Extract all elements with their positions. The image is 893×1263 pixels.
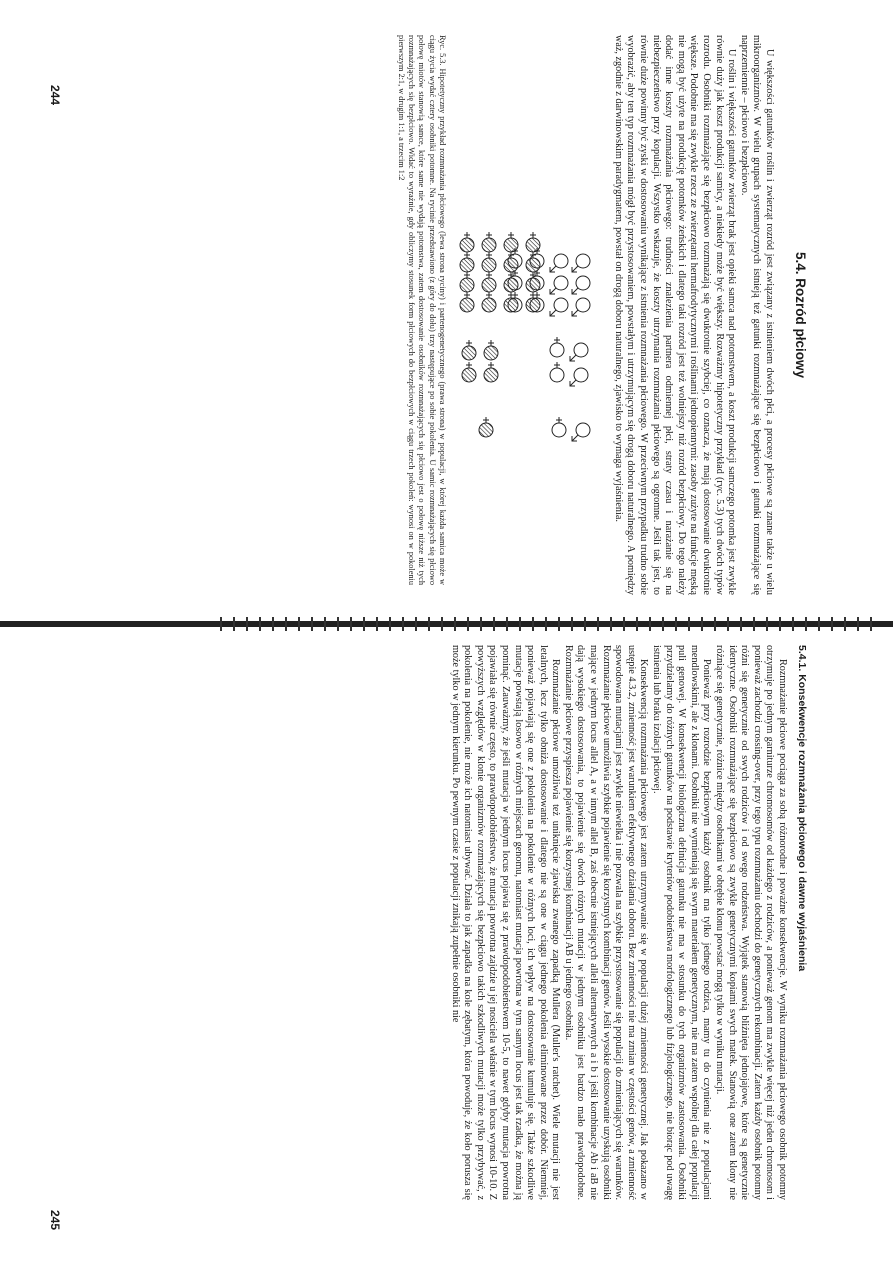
male-arrow-mark: [572, 288, 578, 294]
male-arrow-mark: [570, 355, 576, 361]
page-244: [28, 35, 808, 595]
male-arrow-mark: [572, 266, 578, 272]
male-arrow-mark: [550, 266, 556, 272]
divider-tick: [311, 617, 313, 631]
section-title: 5.4. Rozród płciowy: [793, 251, 808, 379]
divider-tick: [571, 617, 573, 631]
male-symbol: [574, 343, 588, 357]
female-cross-mark: [486, 292, 492, 298]
divider-tick: [480, 617, 482, 631]
divider-tick: [623, 617, 625, 631]
male-arrow-mark: [572, 310, 578, 316]
hatched-female-symbol: [526, 298, 540, 312]
figure-5-3: [451, 35, 601, 595]
hatched-female-symbol: [479, 423, 493, 437]
paragraph: Ponieważ przy rozrodzie bezpłciowym każdy osobnik ma tylko jednego rodzica, mamy tu do czynienia nie z populacjami mendlowskimi, ale z klonami. Osobniki nie wymieniają się swym materiałem genetycznym, nie ma zatem wspólnej dla całej populacji puli genowej. W konsekwencji biologiczna definicja gatunku nie ma w stosunku do tych organizmów zastosowania. Osobniki przydzielamy do różnych gatunków na podstawie kryteriów podobieństwa morfologicznego lub fizjologicznego, nie biorąc pod uwagę istnienia lub braku izolacji płciowej.: [651, 645, 713, 1200]
male-symbol: [576, 298, 590, 312]
female-cross-mark: [464, 292, 470, 298]
divider-tick: [493, 617, 495, 631]
female-cross-mark: [554, 337, 560, 343]
divider-tick: [701, 617, 703, 631]
sex-vs-parthenogenesis-diagram: [451, 35, 601, 595]
female-cross-mark: [508, 232, 514, 238]
divider-tick: [454, 617, 456, 631]
divider-tick: [350, 617, 352, 631]
male-arrow-mark: [550, 288, 556, 294]
hatched-female-symbol: [504, 298, 518, 312]
divider-tick: [675, 617, 677, 631]
male-arrow-mark: [550, 310, 556, 316]
hatched-female-symbol: [526, 258, 540, 272]
female-symbol: [550, 368, 564, 382]
divider-tick: [441, 617, 443, 631]
divider-tick: [649, 617, 651, 631]
divider-tick: [402, 617, 404, 631]
hatched-female-symbol: [460, 238, 474, 252]
divider-tick: [532, 617, 534, 631]
divider-tick: [857, 617, 859, 631]
hatched-female-symbol: [484, 368, 498, 382]
divider-tick: [298, 617, 300, 631]
divider-tick: [584, 617, 586, 631]
hatched-female-symbol: [460, 258, 474, 272]
hatched-female-symbol: [482, 238, 496, 252]
female-cross-mark: [556, 417, 562, 423]
hatched-female-symbol: [526, 238, 540, 252]
divider-tick: [792, 617, 794, 631]
divider-tick: [610, 617, 612, 631]
hatched-female-symbol: [482, 298, 496, 312]
divider-tick: [805, 617, 807, 631]
hatched-female-symbol: [482, 258, 496, 272]
divider-tick: [831, 617, 833, 631]
divider-tick: [363, 617, 365, 631]
female-cross-mark: [466, 340, 472, 346]
hatched-female-symbol: [482, 278, 496, 292]
divider-tick: [324, 617, 326, 631]
divider-tick: [870, 617, 872, 631]
female-cross-mark: [530, 232, 536, 238]
hatched-female-symbol: [484, 346, 498, 360]
divider-tick: [597, 617, 599, 631]
female-cross-mark: [530, 292, 536, 298]
male-symbol: [576, 423, 590, 437]
divider-tick: [545, 617, 547, 631]
subsection-title: 5.4.1. Konsekwencje rozmnażania płciowego i dawne wyjaśnienia: [796, 645, 808, 972]
male-arrow-mark: [570, 380, 576, 386]
hatched-female-symbol: [460, 298, 474, 312]
hatched-female-symbol: [526, 278, 540, 292]
divider-tick: [753, 617, 755, 631]
hatched-female-symbol: [504, 258, 518, 272]
male-symbol: [554, 254, 568, 268]
divider-tick: [636, 617, 638, 631]
page-divider: [0, 621, 893, 627]
hatched-female-symbol: [460, 278, 474, 292]
paragraph: U większości gatunków roślin i zwierząt rozród jest związany z istnieniem dwóch płci, a procesy płciowe są znane także u wielu mikroorganizmów. W wielu grupach systematycznych istnieją też gatunki rozmnażające się bezpłciowo i gatunki rozmnażające się naprzemiennie – płciowo i bezpłciowo.: [738, 35, 775, 595]
divider-tick: [467, 617, 469, 631]
divider-tick: [818, 617, 820, 631]
divider-tick: [727, 617, 729, 631]
female-cross-mark: [464, 252, 470, 258]
female-symbol: [552, 423, 566, 437]
divider-tick: [376, 617, 378, 631]
female-cross-mark: [486, 272, 492, 278]
page-number-244: 244: [48, 85, 62, 106]
male-symbol: [576, 276, 590, 290]
female-cross-mark: [466, 362, 472, 368]
paragraph: Konsekwencją rozmnażania płciowego jest zatem utrzymywanie się w populacji dużej zmienności genetycznej. Jak pokazano w ustępie 4.3.2, zmienność jest warunkiem efektywnego działania doboru. Bez zmienności nie ma zmian w częstości genów, a zmienność spowodowana mutacjami jest zwykle niewielka i nie pozwala na szybkie przystosowanie się populacji do zmieniających się warunków. Rozmnażanie płciowe umożliwia szybkie pojawienie się korzystnych kombinacji genów. Jeśli wysokie dostosowanie uzyskują osobniki mające w jednym locus allel A, a w innym allel B, zaś obecnie istniejących alleli alternatywnych a i b i jeśli kombinacje Ab i aB nie dają wysokiego dostosowania, to pojawienie się dwóch różnych mutacji w jednym osobniku jest bardzo mało prawdopodobne. Rozmnażanie płciowe przyspiesza pojawienie się korzystnej kombinacji AB u jednego osobnika.: [562, 645, 650, 1200]
male-symbol: [576, 254, 590, 268]
female-cross-mark: [508, 292, 514, 298]
hatched-female-symbol: [504, 278, 518, 292]
male-symbol: [574, 368, 588, 382]
female-cross-mark: [488, 362, 494, 368]
divider-tick: [519, 617, 521, 631]
divider-tick: [220, 617, 222, 631]
female-cross-mark: [554, 362, 560, 368]
hatched-female-symbol: [504, 238, 518, 252]
divider-tick: [506, 617, 508, 631]
figure-caption: Ryc. 5.3. Hipotetyczny przykład rozmnażania płciowego (lewa strona ryciny) i partenogenetycznego (prawa strona) w populacji, w której każda samica może w ciągu życia wydać cztery osobniki potomne. Na rycinie przedstawiono (z góry do dołu) trzy następujące po sobie pokolenia. U samic rozmnażających się płciowo połowę miotów stanowią samce, które same nie wydają potomstwa, zatem dostosowanie osobników rozmnażających się płciowo jest o połowę niższe niż tych rozmnażających się bezpłciowo. Widać to wyraźnie, gdy obliczymy stosunek form płciowych do bezpłciowych w ciągu trzech pokoleń: wynosi on w pokoleniu pierwszym 2:1, w drugim 1:1, a trzecim 1:2: [396, 35, 448, 585]
hatched-female-symbol: [462, 368, 476, 382]
divider-tick: [844, 617, 846, 631]
divider-tick: [428, 617, 430, 631]
female-cross-mark: [486, 252, 492, 258]
divider-tick: [259, 617, 261, 631]
female-cross-mark: [464, 232, 470, 238]
female-cross-mark: [483, 417, 489, 423]
divider-tick: [233, 617, 235, 631]
paragraph: Rozmnażanie płciowe umożliwia też uniknięcie zjawiska zwanego zapadką Mullera (Muller's ratchet). Wiele mutacji nie jest letalnych, lecz tylko obniża dostosowanie i dlatego nie są one w ciągu jednego pokolenia eliminowane przez dobór. Niemniej, ponieważ pojawiają się one z pokolenia na pokolenie w różnych loci, ich wpływ na dostosowanie kumuluje się. Także szkodliwe mutacje powstają losowo w różnych miejscach genomu, natomiast mutacja powrotna w tym samym locus jest tak rzadka, że można ją pominąć. Zauważmy, że jeśli mutacja w jednym locus pojawia się z prawdopodobieństwem 10-5, to nawet gdyby mutacja powrotna pojawiała się równie często, to prawdopodobieństwo, że mutacja powrotna zajdzie u jej nosiciela właśnie w tym locus wynosi 10-10. Z powyższych względów w klonie organizmów rozmnażających się bezpłciowo takich szkodliwych mutacji może tylko przybywać, z pokolenia na pokolenie, nie może ich natomiast ubywać. Działa to jak zapadka na kole zębatym, która powoduje, że koło porusza się może tylko w jednym kierunku. Po pewnym czasie z populacji znikają zupełnie osobniki nie: [449, 645, 562, 1200]
divider-tick: [272, 617, 274, 631]
paragraph: U roślin i większości gatunków zwierząt brak jest opieki samca nad potomstwem, a koszt produkcji samczego potomka jest zwykle równie duży jak koszt produkcji samicy, a niekiedy może być większy. Rozważmy hipotetyczny przykład (ryc. 5.3) tych dwóch typów rozrodu. Osobniki rozmnażające się bezpłciowo rozmnażają się dwukrotnie szybciej, co oznacza, że mają dostosowanie dwukrotnie większe. Podobnie ma się zwykle rzecz ze zwierzętami hermafrodytycznymi i roślinami jednopiennymi: zasoby zużyte na funkcje męską nie mogą być użyte na produkcję potomków żeńskich i dlatego taki rozród jest też wolniejszy niż rozród bezpłciowy. Do tego należy dodać inne koszty rozmnażania płciowego: trudności znalezienia partnera odmiennej płci, straty czasu i narażanie się na niebezpieczeństwo przy kopulacji. Wszystko wskazuje, że koszty utrzymania rozmnażania płciowego są ogromne. Jeśli tak jest, to równie duże powinny być zyski w dostosowaniu wynikające z istnienia rozmnażania płciowego. W przeciwnym przypadku trudno sobie wyobrazić, aby ten typ rozmnażania mógł być przystosowaniem, powstałym i utrzymującym się drogą doboru naturalnego. A pomiędzy waż, zgodnie z darwinowskim paradygmatem, powstał on drogą doboru naturalnego, zjawisko to wymaga wyjaśnienia.: [612, 35, 738, 595]
male-symbol: [554, 276, 568, 290]
divider-tick: [740, 617, 742, 631]
male-arrow-mark: [572, 435, 578, 441]
page-number-245: 245: [48, 1210, 62, 1231]
divider-tick: [766, 617, 768, 631]
divider-tick: [662, 617, 664, 631]
divider-tick: [337, 617, 339, 631]
female-cross-mark: [464, 272, 470, 278]
female-symbol: [550, 343, 564, 357]
divider-tick: [415, 617, 417, 631]
divider-tick: [714, 617, 716, 631]
page-245: [28, 645, 808, 1200]
female-cross-mark: [486, 232, 492, 238]
divider-tick: [246, 617, 248, 631]
male-symbol: [554, 298, 568, 312]
hatched-female-symbol: [462, 346, 476, 360]
divider-tick: [389, 617, 391, 631]
divider-tick: [688, 617, 690, 631]
divider-tick: [779, 617, 781, 631]
divider-tick: [285, 617, 287, 631]
divider-tick: [558, 617, 560, 631]
paragraph: Rozmnażanie płciowe pociąga za sobą różnorodne i poważne konsekwencje. W wyniku rozmnażania płciowego osobnik potomny otrzymuje po jednym garniturze chromosomów od każdego z rodziców, a ponieważ genom ma zwykle więcej niż jeden chromosom i ponieważ zachodzi crossing-over, przy tego typu rozmnażaniu dochodzi do genetycznych rekombinacji. Zatem każdy osobnik potomny różni się genetycznie od swych rodziców i od swego rodzeństwa. Wyjątek stanowią bliźnięta jednojajowe, które są genetycznie identyczne. Osobniki rozmnażające się bezpłciowo są zwykle genetycznymi kopiami swych matek. Stanowią one zatem klony nie różniące się genetycznie, różnice między osobnikami w obrębie klonu powstać mogą tylko w wyniku mutacji.: [714, 645, 788, 1200]
female-cross-mark: [488, 340, 494, 346]
